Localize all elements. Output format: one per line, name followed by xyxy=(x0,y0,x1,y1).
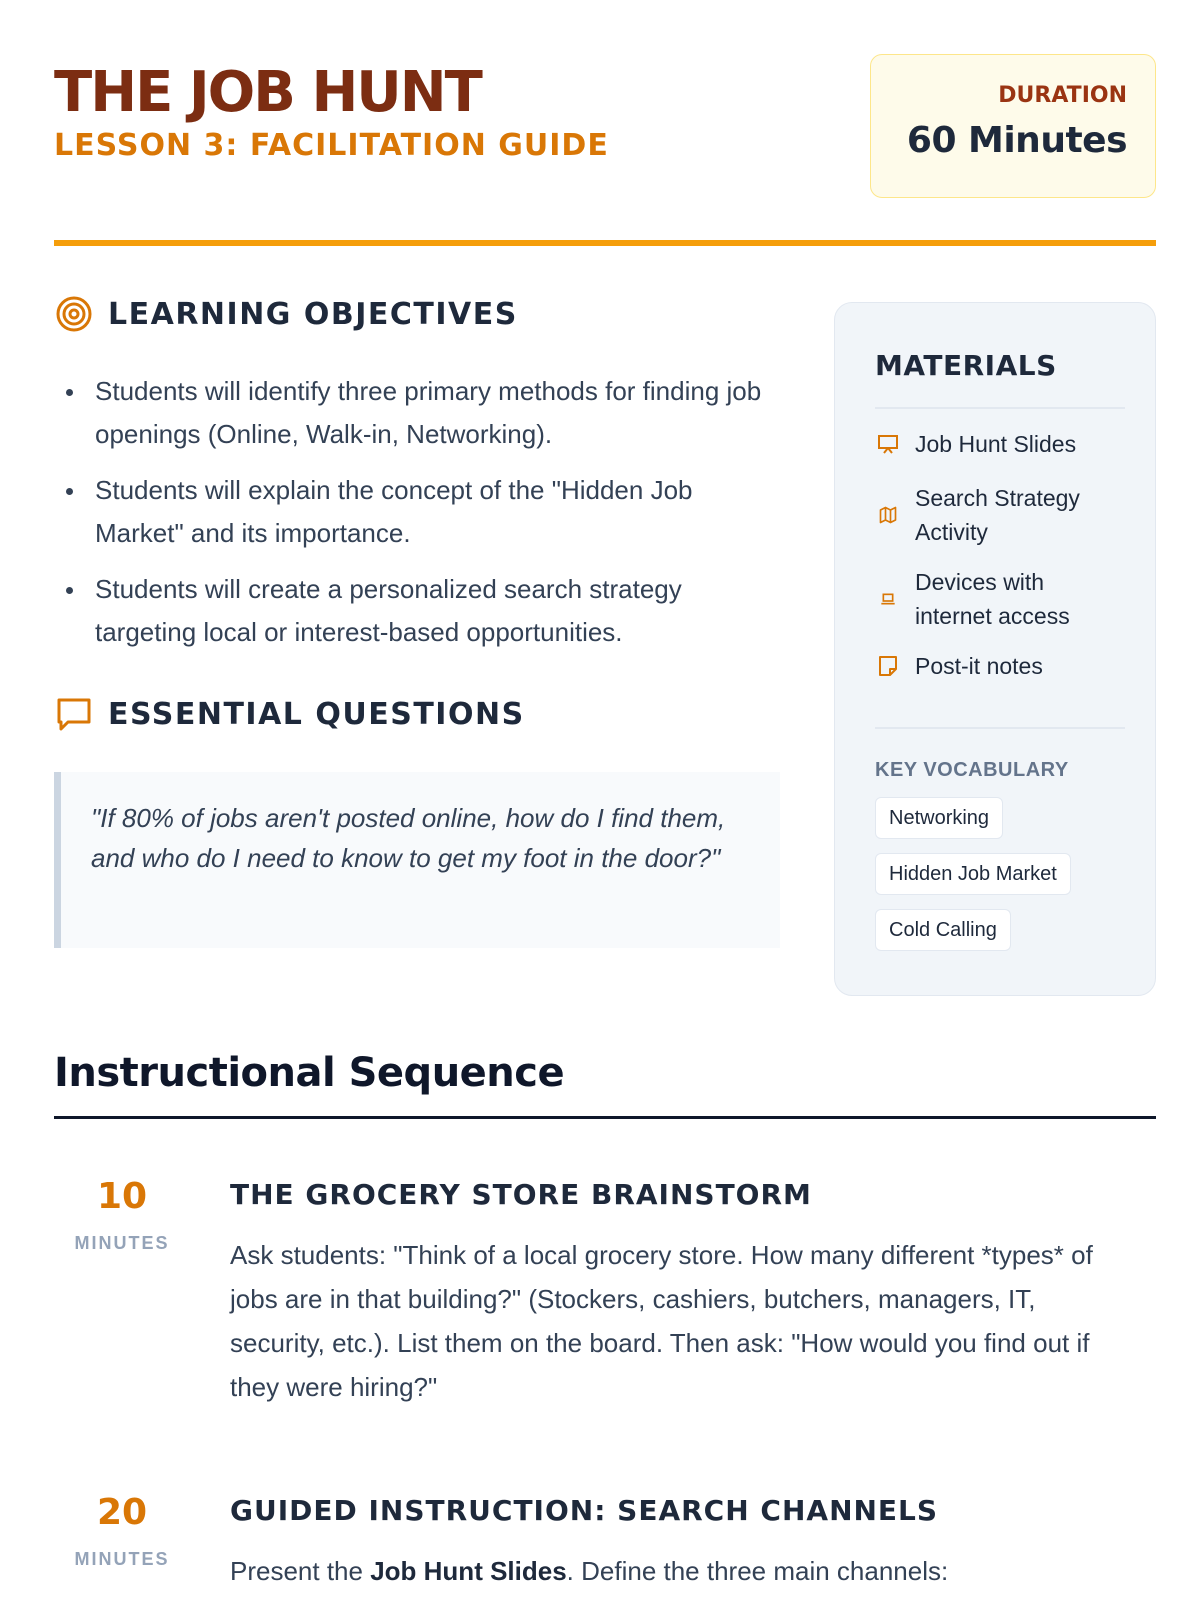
page-header xyxy=(54,52,1156,247)
step-unit: MINUTES xyxy=(74,1549,170,1569)
divider xyxy=(875,407,1125,409)
sequence-step xyxy=(54,1175,1156,1425)
materials-title: MATERIALS xyxy=(875,349,1057,382)
page-title: THE JOB HUNT xyxy=(54,60,481,125)
material-label: Search Strategy Activity xyxy=(915,485,1080,545)
header-divider xyxy=(54,240,1156,246)
list-item: Students will explain the concept of the "Hidden Job Market" and its importance. xyxy=(66,469,786,555)
step-minutes: 20 xyxy=(96,1492,148,1533)
step-title: THE GROCERY STORE BRAINSTORM xyxy=(230,1178,812,1211)
duration-box xyxy=(870,54,1156,198)
objectives-list xyxy=(66,370,786,667)
sequence-divider xyxy=(54,1116,1156,1119)
material-label: Post-it notes xyxy=(915,653,1043,679)
materials-panel xyxy=(834,302,1156,996)
speech-bubble-icon xyxy=(54,694,94,734)
step-body-text: Present the xyxy=(230,1556,371,1586)
material-item xyxy=(875,565,1125,633)
objectives-heading xyxy=(54,292,518,336)
sequence-step xyxy=(54,1491,1156,1600)
step-unit: MINUTES xyxy=(74,1233,170,1253)
material-item xyxy=(875,649,1043,683)
objectives-title: LEARNING OBJECTIVES xyxy=(108,296,518,332)
material-label: Devices with internet access xyxy=(915,569,1070,629)
material-label: Job Hunt Slides xyxy=(915,431,1077,457)
sticky-note-icon xyxy=(875,654,901,678)
duration-value: 60 Minutes xyxy=(906,120,1127,161)
map-icon xyxy=(875,505,901,525)
vocab-label: KEY VOCABULARY xyxy=(875,759,1069,781)
duration-label: DURATION xyxy=(998,83,1127,108)
divider xyxy=(875,727,1125,729)
sequence-title: Instructional Sequence xyxy=(54,1050,565,1096)
step-body-emphasis: Job Hunt Slides xyxy=(370,1556,567,1586)
presentation-icon xyxy=(875,432,901,456)
questions-title: ESSENTIAL QUESTIONS xyxy=(108,696,525,732)
list-item: Students will create a personalized search strategy targeting local or interest-based opportunities. xyxy=(66,568,786,654)
page-subtitle: LESSON 3: FACILITATION GUIDE xyxy=(54,128,609,163)
step-title: GUIDED INSTRUCTION: SEARCH CHANNELS xyxy=(230,1494,939,1527)
laptop-icon xyxy=(875,591,901,607)
step-minutes: 10 xyxy=(96,1176,148,1217)
essential-question-quote: "If 80% of jobs aren't posted online, how do I find them, and who do I need to know to get my foot in the door?" xyxy=(54,772,780,948)
target-icon xyxy=(54,294,94,334)
step-body-text: . Define the three main channels: xyxy=(566,1556,949,1586)
vocab-tag: Hidden Job Market xyxy=(875,853,1071,895)
step-body: Ask students: "Think of a local grocery store. How many different *types* of jobs are in that building?" (Stockers, cashiers, butchers, managers, IT, security, etc.). List them on the board. Then ask: "How would you find out if they were hiring?" xyxy=(230,1240,1093,1402)
material-item xyxy=(875,427,1076,461)
vocab-tag: Cold Calling xyxy=(875,909,1011,951)
questions-heading xyxy=(54,692,525,736)
material-item xyxy=(875,481,1125,549)
list-item: Students will identify three primary methods for finding job openings (Online, Walk-in, Networking). xyxy=(66,370,786,456)
vocab-tag: Networking xyxy=(875,797,1003,839)
step-body xyxy=(230,1549,1130,1593)
